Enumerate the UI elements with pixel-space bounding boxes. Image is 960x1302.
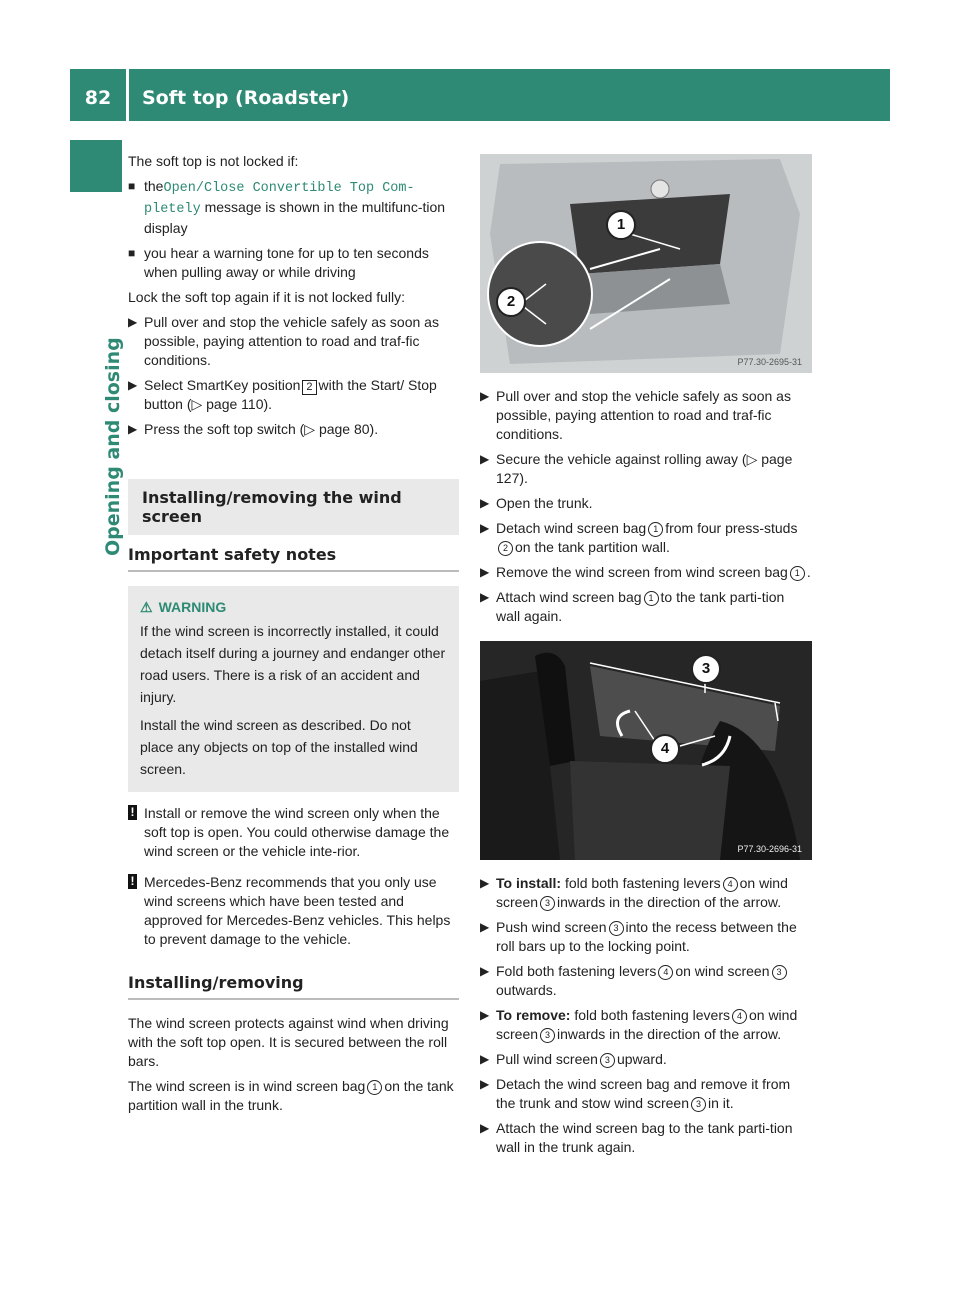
step-item [480, 1119, 812, 1157]
figure-code: P77.30-2695-31 [737, 357, 802, 367]
list-item [128, 177, 459, 238]
page-number: 82 [84, 87, 112, 109]
trunk-illustration [480, 154, 812, 373]
step-text: Pull over and stop the vehicle safely as soon as possible, paying attention to road and traf‐fic conditions. [496, 388, 791, 442]
callout-ref: 3 [609, 921, 624, 936]
step-item: ▶ Detach wind screen bag 1 from four press-studs2 on the tank partition wall. [480, 520, 798, 555]
remove-label: To remove: [496, 1007, 571, 1023]
roll-bar-figure [480, 641, 812, 860]
figure-code: P77.30-2696-31 [737, 844, 802, 854]
trunk-figure [480, 154, 812, 373]
step-item [128, 376, 459, 414]
display-message: Open/Close Convertible Top Com‐pletely [144, 181, 415, 217]
bullet-text: message is shown in the multifunc‐tion display [144, 199, 446, 236]
step-item: ▶ To remove: fold both fastening levers 4 on wind screen 3 inwards in the direction of the arrow. [480, 1007, 798, 1042]
step-text: with the Start/ Stop button (▷ page 110). [144, 377, 437, 412]
step-text: Select SmartKey position [144, 377, 301, 393]
subsection-title: Installing/removing [128, 963, 459, 1000]
callout-ref: 3 [691, 1097, 706, 1112]
bullet-text: the [144, 178, 164, 194]
callout-ref: 4 [723, 877, 738, 892]
side-tab [70, 140, 122, 192]
warning-triangle-icon: ⚠ [140, 599, 153, 615]
right-column-lower [480, 874, 812, 1163]
subsection-title: Important safety notes [128, 535, 459, 572]
callout-ref: 4 [732, 1009, 747, 1024]
right-column-upper [480, 387, 812, 632]
step-text: Attach the wind screen bag to the tank parti‐tion wall in the trunk again. [496, 1120, 793, 1155]
step-item [480, 387, 812, 444]
callout-3: 3 [691, 654, 721, 684]
key-position: 2 [302, 380, 316, 395]
step-text: Open the trunk. [496, 495, 593, 511]
callout-ref: 3 [540, 896, 555, 911]
step-arrow-icon: ▶ [480, 1121, 490, 1135]
callout-ref: 1 [648, 522, 663, 537]
bullet-text: you hear a warning tone for up to ten seconds when pulling away or while driving [144, 245, 429, 280]
notice-text: Mercedes-Benz recommends that you only use wind screens which have been tested and approved for Mercedes-Benz vehicles. This helps to prevent damage to the vehicle. [144, 874, 451, 947]
warning-text: Install the wind screen as described. Do not place any objects on top of the installed wind screen. [140, 717, 418, 777]
roll-bar-illustration [480, 641, 812, 860]
step-arrow-icon: ▶ [480, 1052, 490, 1066]
step-item [480, 450, 812, 488]
callout-ref: 1 [644, 591, 659, 606]
step-item: ▶ To install: fold both fastening levers 4 on wind screen 3 inwards in the direction of the arrow. [480, 875, 788, 910]
bullet-icon: ■ [128, 179, 136, 193]
step-arrow-icon: ▶ [480, 590, 490, 604]
step-item [480, 494, 812, 513]
step-arrow-icon: ▶ [128, 422, 138, 436]
body-text: The wind screen protects against wind when driving with the soft top open. It is secured between the roll bars. [128, 1015, 449, 1069]
callout-1: 1 [606, 210, 636, 240]
warning-heading [140, 596, 447, 618]
step-arrow-icon: ▶ [480, 1077, 490, 1091]
step-arrow-icon: ▶ [480, 389, 490, 403]
warning-text: If the wind screen is incorrectly installed, it could detach itself during a journey and endanger other road users. There is a risk of an accident and injury. [140, 623, 446, 705]
step-arrow-icon: ▶ [480, 964, 490, 978]
step-item [128, 420, 459, 439]
callout-ref: 3 [600, 1053, 615, 1068]
step-text: Press the soft top switch (▷ page 80). [144, 421, 379, 437]
page-header [70, 69, 890, 121]
lock-again-text: Lock the soft top again if it is not locked fully: [128, 289, 406, 305]
step-item: ▶ Attach wind screen bag 1 to the tank parti‐tion wall again. [480, 589, 785, 624]
callout-ref: 1 [367, 1080, 382, 1095]
step-item: ▶ Detach the wind screen bag and remove it from the trunk and stow wind screen 3 in it. [480, 1076, 791, 1111]
header-divider [126, 69, 129, 121]
callout-ref: 2 [498, 541, 513, 556]
exclamation-icon: ! [128, 805, 137, 820]
install-label: To install: [496, 875, 562, 891]
page-title: Soft top (Roadster) [142, 87, 350, 109]
step-item [128, 313, 459, 370]
step-text: Pull over and stop the vehicle safely as soon as possible, paying attention to road and traf‐fic conditions. [144, 314, 439, 368]
notice-text: Install or remove the wind screen only when the soft top is open. You could otherwise damage the wind screen or the vehicle inte‐rior. [144, 805, 450, 859]
step-arrow-icon: ▶ [480, 496, 490, 510]
step-arrow-icon: ▶ [480, 565, 490, 579]
step-arrow-icon: ▶ [480, 1008, 490, 1022]
step-item: ▶ Fold both fastening levers 4 on wind screen 3outwards. [480, 962, 812, 1000]
step-arrow-icon: ▶ [128, 315, 138, 329]
step-text: Secure the vehicle against rolling away (▷ page 127). [496, 451, 793, 486]
step-arrow-icon: ▶ [480, 452, 490, 466]
callout-ref: 3 [540, 1028, 555, 1043]
body-text: The wind screen is in wind screen bag 1 on the tank partition wall in the trunk. [128, 1078, 454, 1113]
callout-ref: 1 [790, 566, 805, 581]
step-arrow-icon: ▶ [480, 876, 490, 890]
warning-label: WARNING [158, 599, 227, 615]
warning-box [128, 586, 459, 792]
callout-2: 2 [496, 287, 526, 317]
callout-ref: 3 [772, 965, 787, 980]
step-item: ▶ Remove the wind screen from wind screen bag 1 . [480, 564, 811, 580]
step-item: ▶ Push wind screen 3 into the recess between the roll bars up to the locking point. [480, 919, 797, 954]
list-item [128, 244, 459, 282]
notice [128, 804, 459, 861]
step-arrow-icon: ▶ [128, 378, 138, 392]
step-arrow-icon: ▶ [480, 920, 490, 934]
callout-4: 4 [650, 734, 680, 764]
exclamation-icon: ! [128, 874, 137, 889]
left-column [128, 152, 459, 1121]
step-item: ▶ Pull wind screen 3 upward. [480, 1051, 667, 1067]
section-title: Installing/removing the wind screen [128, 479, 459, 535]
intro-text: The soft top is not locked if: [128, 153, 299, 169]
callout-ref: 4 [658, 965, 673, 980]
chapter-label: Opening and closing [102, 337, 124, 556]
step-arrow-icon: ▶ [480, 521, 490, 535]
bullet-icon: ■ [128, 246, 136, 260]
notice [128, 873, 459, 949]
